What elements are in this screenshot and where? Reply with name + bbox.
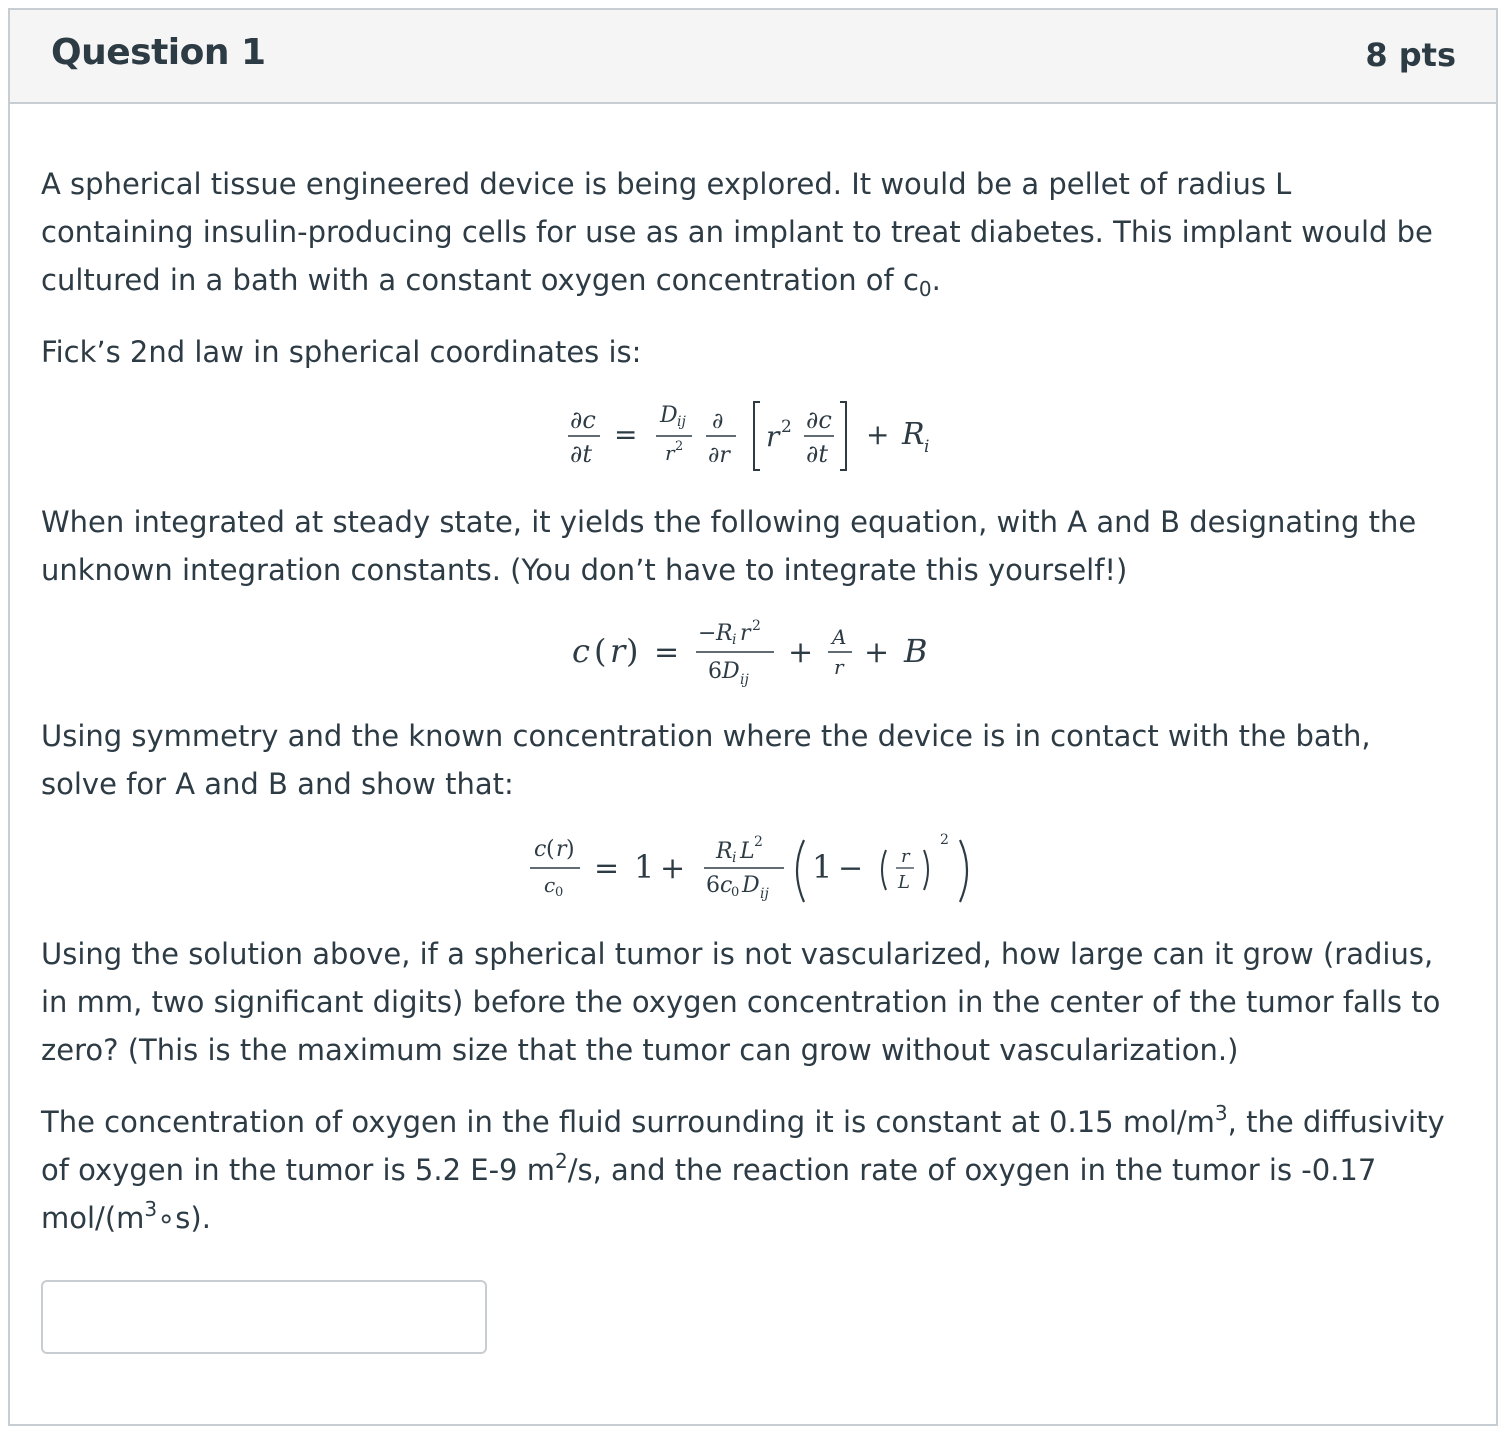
svg-text:L: L (740, 839, 755, 864)
svg-text:2: 2 (940, 832, 949, 848)
svg-text:(: ( (594, 632, 607, 670)
symmetry-paragraph: Using symmetry and the known concentration where the device is in contact with the bath, solve for A and B and show that: (41, 719, 1371, 801)
svg-text:∂c: ∂c (570, 406, 596, 434)
param-sup-3: 3 (144, 1197, 158, 1221)
svg-text:c: c (544, 873, 556, 897)
svg-text:i: i (732, 850, 737, 866)
svg-text:A: A (832, 625, 847, 649)
svg-text:=: = (614, 418, 638, 451)
svg-text:+: + (660, 851, 686, 886)
question-title: Question 1 (51, 32, 266, 73)
param-text-b: , the diffusivity of oxygen in the tumor is 5.2 E-9 m (41, 1105, 1445, 1187)
svg-text:B: B (904, 632, 928, 670)
intro-period: . (931, 263, 941, 297)
svg-text:D: D (742, 873, 760, 898)
normalized-concentration-equation (528, 826, 988, 916)
svg-text:r: r (766, 420, 780, 453)
svg-text:r: r (610, 632, 626, 670)
svg-text:): ) (626, 632, 639, 670)
svg-text:1: 1 (812, 848, 833, 886)
svg-text:−: − (838, 851, 864, 886)
svg-text:r: r (901, 846, 910, 867)
svg-text:c: c (720, 873, 733, 898)
svg-text:1: 1 (634, 848, 655, 886)
svg-text:c: c (572, 632, 590, 670)
svg-text:=: = (594, 851, 620, 886)
svg-text:r: r (665, 441, 675, 465)
svg-text:R: R (902, 417, 925, 452)
param-text-d: ∘s). (157, 1201, 211, 1235)
svg-text:L: L (898, 872, 910, 893)
svg-text:2: 2 (781, 417, 792, 437)
svg-text:2: 2 (675, 439, 684, 454)
svg-text:∂t: ∂t (806, 440, 829, 468)
svg-text:r: r (834, 655, 844, 679)
svg-text:−: − (698, 621, 717, 646)
svg-text:0: 0 (555, 885, 564, 900)
svg-text:2: 2 (752, 618, 761, 634)
param-text-a: The concentration of oxygen in the fluid surrounding it is constant at 0.15 mol/m (41, 1105, 1215, 1139)
svg-text:2: 2 (754, 834, 763, 850)
param-text-c: /s, and the reaction rate of oxygen in the tumor is -0.17 mol/(m (41, 1153, 1377, 1235)
svg-text:∂c: ∂c (806, 406, 832, 434)
svg-text:R: R (716, 839, 733, 864)
svg-text:): ) (566, 837, 575, 862)
svg-text:ij: ij (760, 886, 769, 902)
svg-text:+: + (788, 635, 814, 670)
svg-text:r: r (740, 621, 751, 646)
svg-text:6: 6 (706, 873, 720, 898)
svg-text:r: r (556, 837, 567, 862)
parameters-paragraph (41, 1098, 1451, 1242)
svg-text:+: + (864, 635, 890, 670)
svg-text:∂: ∂ (712, 409, 724, 434)
steady-state-equation (570, 612, 950, 692)
svg-text:0: 0 (731, 885, 740, 900)
svg-text:R: R (716, 621, 733, 646)
integration-paragraph: When integrated at steady state, it yields the following equation, with A and B designating the unknown integration constants. (You don’t have to integrate this yourself!) (41, 505, 1417, 587)
ficks-law-equation (560, 396, 960, 476)
svg-text:∂r: ∂r (708, 443, 730, 468)
answer-input[interactable] (41, 1280, 487, 1354)
svg-text:c: c (534, 837, 547, 862)
ficks-law-intro: Fick’s 2nd law in spherical coordinates is: (41, 335, 642, 369)
svg-text:D: D (660, 403, 678, 428)
param-sup-1: 3 (1214, 1101, 1228, 1125)
svg-text:ij: ij (677, 414, 686, 430)
svg-text:i: i (732, 632, 737, 648)
svg-text:=: = (654, 635, 680, 670)
intro-subscript: 0 (918, 277, 932, 301)
svg-text:+: + (866, 418, 890, 451)
svg-text:i: i (924, 437, 930, 457)
intro-text: A spherical tissue engineered device is being explored. It would be a pellet of radius L containing insulin-producing cells for use as an implant to treat diabetes. This implant would be cultured in a bath with a constant oxygen concentration of c (41, 167, 1433, 297)
svg-text:ij: ij (740, 672, 749, 688)
svg-text:D: D (722, 659, 740, 684)
svg-text:6: 6 (708, 659, 722, 684)
svg-text:(: ( (546, 837, 555, 862)
question-points: 8 pts (1365, 36, 1456, 74)
param-sup-2: 2 (554, 1149, 568, 1173)
svg-text:∂t: ∂t (570, 440, 593, 468)
tumor-question-paragraph: Using the solution above, if a spherical tumor is not vascularized, how large can it grow (radius, in mm, two significant digits) before the oxygen concentration in the center of the tumor falls to zero? (This is the maximum size that the tumor can grow without vascularization.) (41, 937, 1441, 1067)
intro-paragraph (41, 160, 1451, 304)
question-header (10, 10, 1496, 104)
